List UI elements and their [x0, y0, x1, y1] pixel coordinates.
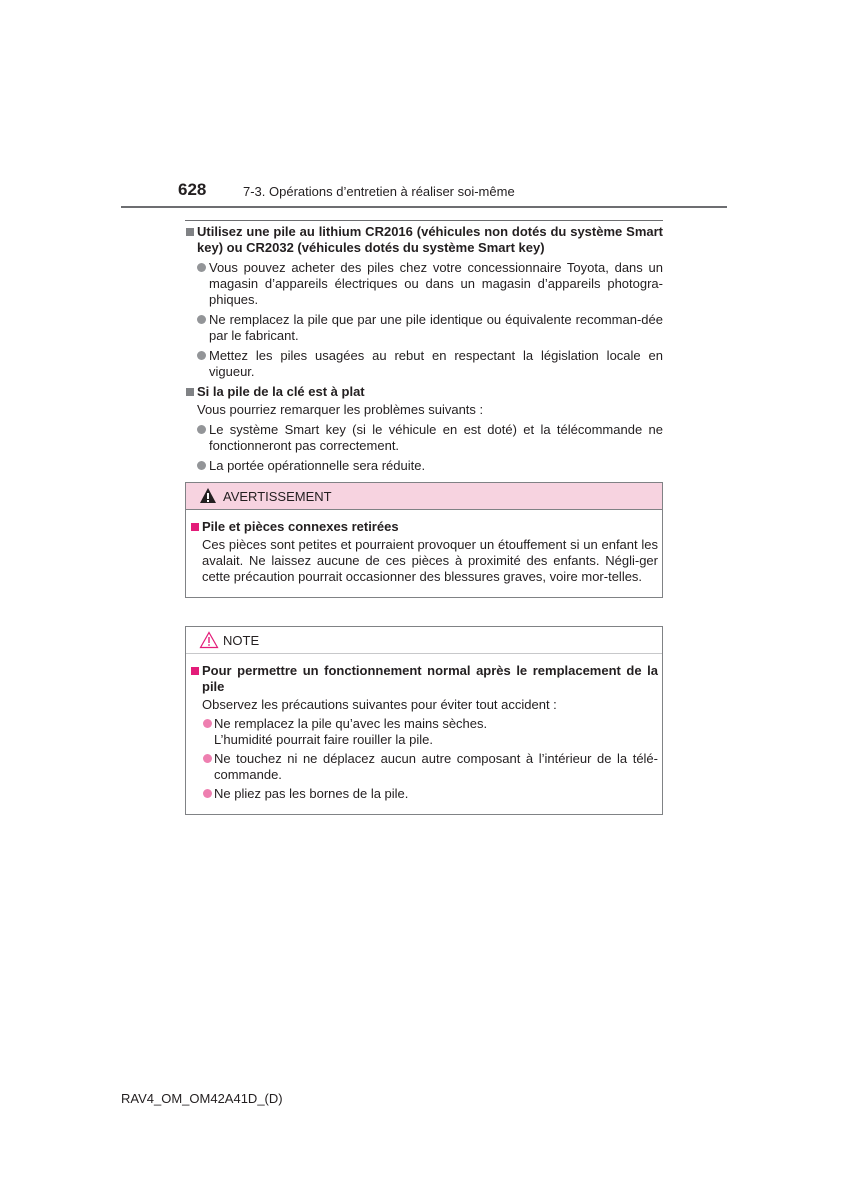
- warning-text: Ces pièces sont petites et pourraient provoquer un étouffement si un enfant les avalait. Ne laissez aucune de ces pièces à proximité des enfants. Négli-ger cette précaution pourrait occasionner des blessures graves, voire mor-telles.: [202, 537, 658, 584]
- warning-header: [186, 483, 662, 510]
- warning-heading: Pile et pièces connexes retirées: [190, 519, 658, 535]
- list-item: Mettez les piles usagées au rebut en respectant la législation locale en vigueur.: [185, 348, 663, 380]
- gray-square-icon: [186, 388, 194, 396]
- warning-box: [185, 482, 663, 598]
- list-item: Vous pouvez acheter des piles chez votre concessionnaire Toyota, dans un magasin d’appareils électriques ou dans un magasin d’appareils photogra-phiques.: [185, 260, 663, 308]
- bullet-dot-icon: [197, 461, 206, 470]
- note-box: [185, 626, 663, 815]
- document-code: RAV4_OM_OM42A41D_(D): [121, 1091, 283, 1106]
- pink-bullet-dot-icon: [203, 754, 212, 763]
- note-intro: Observez les précautions suivantes pour éviter tout accident :: [202, 697, 557, 712]
- note-label: NOTE: [223, 633, 260, 648]
- note-header: [186, 627, 662, 654]
- bullet-dot-icon: [197, 425, 206, 434]
- pink-bullet-dot-icon: [203, 789, 212, 798]
- dead-battery-intro: Vous pourriez remarquer les problèmes suivants :: [197, 402, 484, 417]
- list-item: Ne remplacez la pile que par une pile identique ou équivalente recomman-dée par le fabricant.: [185, 312, 663, 344]
- note-body: [186, 654, 662, 814]
- note-heading: Pour permettre un fonctionnement normal après le remplacement de la pile: [190, 663, 658, 695]
- warning-body: [186, 510, 662, 597]
- list-item: Le système Smart key (si le véhicule en est doté) et la télécommande ne fonctionneront pas correctement.: [185, 422, 663, 454]
- dead-battery-heading: Si la pile de la clé est à plat: [185, 384, 663, 400]
- bullet-dot-icon: [197, 351, 206, 360]
- bullet-dot-icon: [197, 263, 206, 272]
- list-item: La portée opérationnelle sera réduite.: [185, 458, 663, 474]
- page-number: 628: [178, 180, 207, 199]
- list-item: Ne pliez pas les bornes de la pile.: [190, 786, 658, 802]
- warning-label: AVERTISSEMENT: [223, 489, 332, 504]
- caution-triangle-icon: [199, 631, 219, 649]
- pink-bullet-dot-icon: [203, 719, 212, 728]
- content-divider: [185, 220, 663, 221]
- battery-type-heading: Utilisez une pile au lithium CR2016 (véhicules non dotés du système Smart key) ou CR2032 (véhicules dotés du système Smart key): [185, 224, 663, 256]
- bullet-dot-icon: [197, 315, 206, 324]
- header-divider: [121, 206, 727, 208]
- warning-triangle-icon: [199, 487, 217, 504]
- pink-square-icon: [191, 667, 199, 675]
- list-item: Ne touchez ni ne déplacez aucun autre composant à l’intérieur de la télé-commande.: [190, 751, 658, 783]
- gray-square-icon: [186, 228, 194, 236]
- list-item: Ne remplacez la pile qu’avec les mains sèches. L’humidité pourrait faire rouiller la pile.: [190, 716, 658, 748]
- main-content: [185, 224, 663, 474]
- section-title: 7-3. Opérations d’entretien à réaliser soi-même: [243, 184, 515, 199]
- pink-square-icon: [191, 523, 199, 531]
